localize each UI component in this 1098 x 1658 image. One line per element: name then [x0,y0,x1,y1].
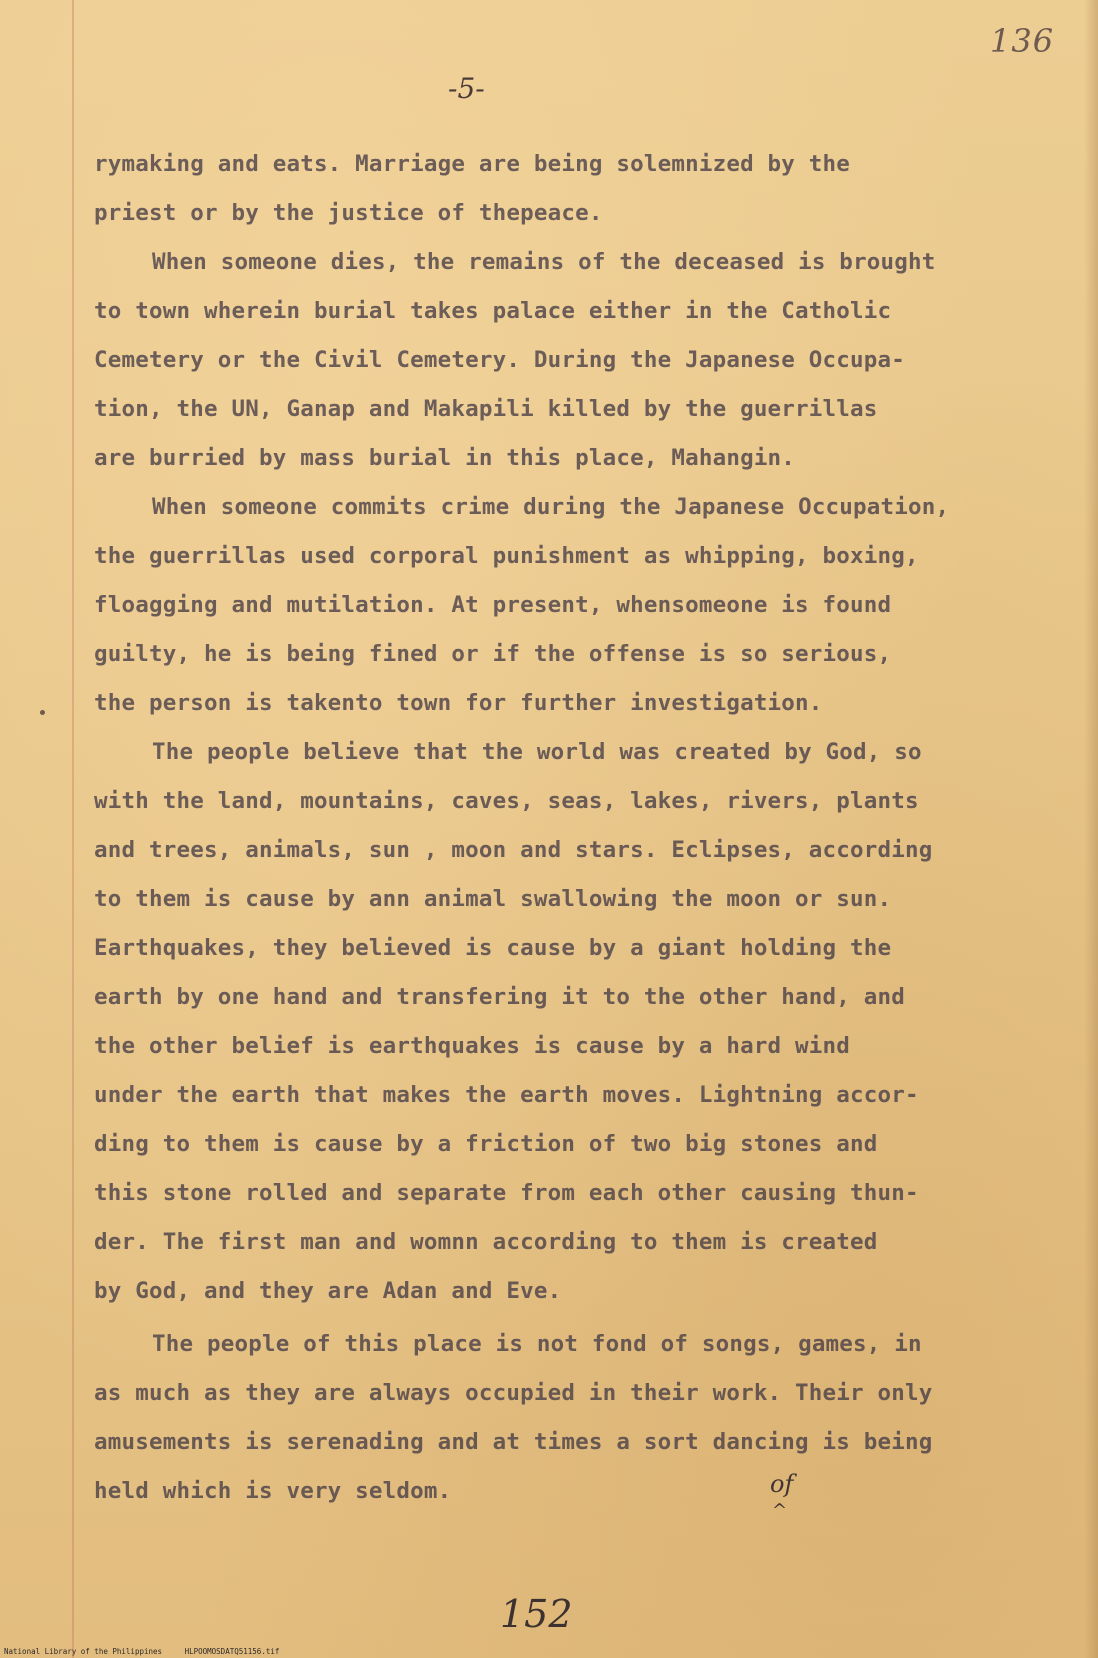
ink-dot [40,710,45,715]
paragraph-burial: When someone dies, the remains of the deceased is brought to town wherein burial takes palace either in the Catholic Cemetery or the Civil Cemetery. During the Japanese Occupa- tion, the UN, Ganap and Makapili killed by the guerrillas are burried by mass burial in this place, Mahangin. [94,249,936,471]
handwritten-insertion: of [770,1470,794,1498]
stamp-page-number: 136 [990,22,1055,60]
paragraph-crime: When someone commits crime during the Japanese Occupation, the guerrillas used corporal punishment as whipping, boxing, floagging and mutilation. At present, whensomeone is found guilty, he is being fined or if the offense is so serious, the person is takento town for further investigation. [94,494,950,716]
paragraph-marriage: rymaking and eats. Marriage are being solemnized by the priest or by the justice of thepeace. [94,151,851,226]
footer-file-id: HLPOOMOSDATQ51156.tif [184,1647,280,1656]
scan-footer [4,1647,297,1656]
handwritten-page-number: 152 [500,1592,573,1636]
paragraph-beliefs: The people believe that the world was created by God, so with the land, mountains, caves, seas, lakes, rivers, plants and trees, animals, sun , moon and stars. Eclipses, according to them is cause by ann animal swallowing the moon or sun. Earthquakes, they believed is cause by a giant holding the earth by one hand and transfering it to the other hand, and the other belief is earthquakes is cause by a hard wind under the earth that makes the earth moves. Lightning accor- ding to them is cause by a friction of two big stones and this stone rolled and separate from each other causing thun- der. The first man and womnn according to them is created by God, and they are Adan and Eve. [94,739,933,1304]
document-body [94,140,1044,1516]
insertion-caret: ^ [772,1500,788,1521]
margin-line [72,0,74,1658]
page-number: -5- [448,72,485,105]
paper-edge [1084,0,1098,1658]
footer-library: National Library of the Philippines [4,1647,163,1656]
paragraph-amusements: The people of this place is not fond of songs, games, in as much as they are always occupied in their work. Their only amusements is serenading and at times a sort dancing is being held which is very seldom. [94,1331,933,1504]
